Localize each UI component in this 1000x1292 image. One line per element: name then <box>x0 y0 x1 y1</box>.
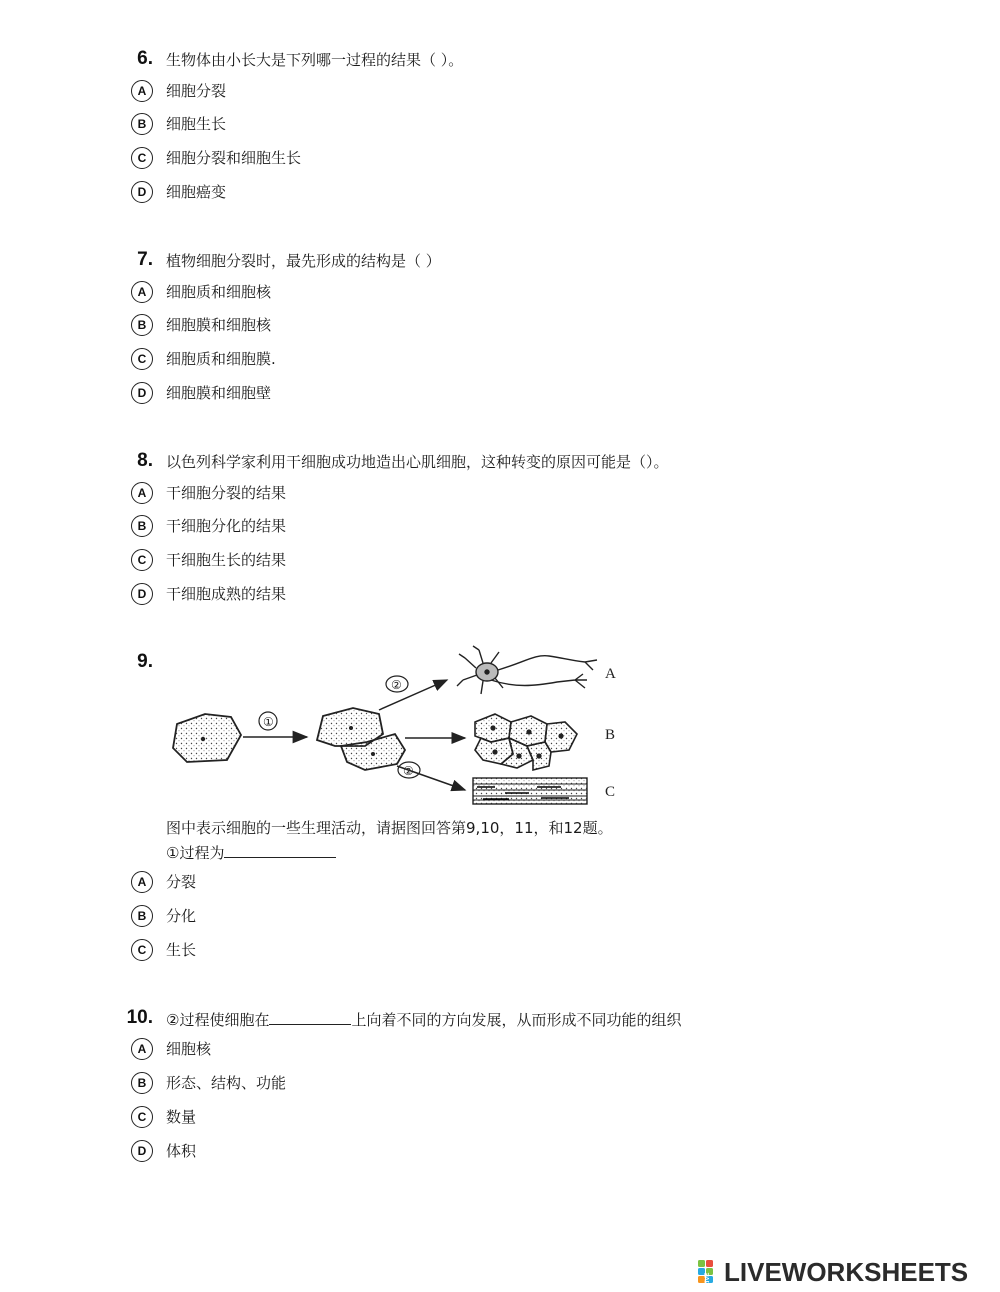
option-letter: C <box>131 348 153 370</box>
tissue-cells-b <box>475 714 577 770</box>
question-text: 植物细胞分裂时，最先形成的结构是（ ） <box>166 252 441 270</box>
step-1-label <box>259 712 277 730</box>
option-text: 细胞膜和细胞核 <box>166 316 272 334</box>
option-text: 分化 <box>166 907 197 925</box>
option-letter: D <box>131 382 153 404</box>
option-text: 细胞癌变 <box>166 183 227 201</box>
option-letter: A <box>131 1038 153 1060</box>
question-number: 6. <box>137 48 153 69</box>
question-subtext <box>166 843 336 862</box>
question-text: 生物体由小长大是下列哪一过程的结果（ ）。 <box>166 51 464 69</box>
question-number: 10. <box>126 1007 153 1028</box>
option-letter: B <box>131 905 153 927</box>
cell-process-diagram <box>165 642 635 814</box>
muscle-cells-c <box>473 778 587 804</box>
option-text: 干细胞分化的结果 <box>166 517 287 535</box>
logo-side-text: LIVE <box>705 1272 711 1286</box>
answer-blank[interactable] <box>269 1010 351 1025</box>
option-letter: A <box>131 80 153 102</box>
step-2-label-bottom <box>398 762 420 778</box>
question-text: 以色列科学家利用干细胞成功地造出心肌细胞，这种转变的原因可能是（）。 <box>166 453 669 471</box>
option-letter: C <box>131 147 153 169</box>
option-letter: D <box>131 583 153 605</box>
option-text: 形态、结构、功能 <box>166 1074 287 1092</box>
option-text: 体积 <box>166 1142 197 1160</box>
question-text: 图中表示细胞的一些生理活动，请据图回答第9,10，11，和12题。 <box>166 819 613 837</box>
option-text: 细胞分裂 <box>166 82 227 100</box>
original-cell <box>173 714 241 762</box>
question-text <box>166 1010 681 1029</box>
option-text: 细胞核 <box>166 1040 212 1058</box>
option-letter: A <box>131 871 153 893</box>
option-letter: B <box>131 1072 153 1094</box>
svg-text:①: ① <box>263 715 274 729</box>
option-letter: A <box>131 482 153 504</box>
svg-text:②: ② <box>403 764 414 778</box>
divided-cells <box>317 708 405 770</box>
option-letter: B <box>131 113 153 135</box>
question-number: 9. <box>137 651 153 672</box>
answer-blank[interactable] <box>224 843 336 858</box>
option-text: 干细胞分裂的结果 <box>166 484 287 502</box>
logo-text: LIVEWORKSHEETS <box>724 1257 969 1287</box>
svg-text:②: ② <box>391 678 402 692</box>
option-text: 细胞生长 <box>166 115 227 133</box>
subtext-label: ①过程为 <box>166 844 225 862</box>
option-letter: C <box>131 1106 153 1128</box>
option-text: 细胞质和细胞膜. <box>166 350 276 368</box>
question-number: 7. <box>137 249 153 270</box>
label-a: A <box>605 666 616 682</box>
option-text: 干细胞生长的结果 <box>166 551 287 569</box>
option-text: 生长 <box>166 941 197 959</box>
option-text: 分裂 <box>166 873 197 891</box>
question-number: 8. <box>137 450 153 471</box>
label-b: B <box>605 727 616 743</box>
text-after-blank: 上向着不同的方向发展，从而形成不同功能的组织 <box>351 1011 682 1029</box>
arrow-to-a <box>379 680 447 710</box>
text-before-blank: ②过程使细胞在 <box>166 1011 270 1029</box>
option-letter: C <box>131 549 153 571</box>
neuron-cell-a <box>457 646 597 694</box>
option-text: 细胞质和细胞核 <box>166 283 272 301</box>
option-letter: B <box>131 314 153 336</box>
option-letter: C <box>131 939 153 961</box>
logo-mark-icon <box>697 1257 723 1287</box>
option-letter: D <box>131 181 153 203</box>
option-text: 数量 <box>166 1108 197 1126</box>
label-c: C <box>605 784 616 800</box>
step-2-label-top <box>386 676 408 692</box>
option-text: 细胞分裂和细胞生长 <box>166 149 302 167</box>
option-letter: D <box>131 1140 153 1162</box>
option-text: 干细胞成熟的结果 <box>166 585 287 603</box>
option-letter: A <box>131 281 153 303</box>
option-text: 细胞膜和细胞壁 <box>166 384 272 402</box>
option-letter: B <box>131 515 153 537</box>
